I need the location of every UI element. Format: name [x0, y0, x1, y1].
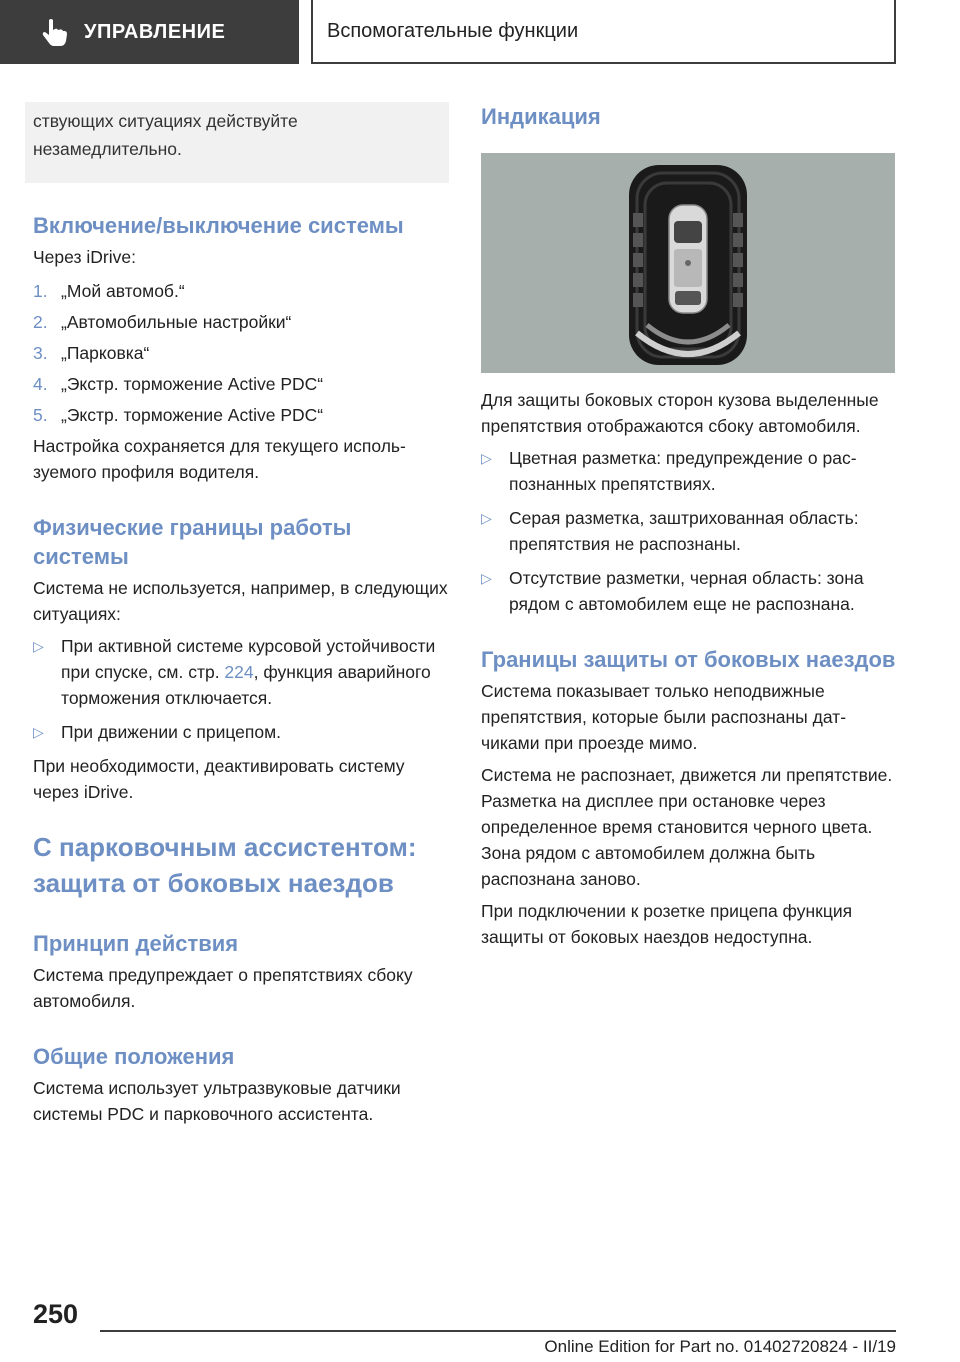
bullet-text: При активной системе курсовой устойчивости при спуске, см. стр. 224, функция аварийного торможения отключается. — [61, 636, 436, 708]
footer-edition: Online Edition for Part no. 01402720824 - II/19 — [544, 1337, 896, 1356]
triangle-bullet-icon: ▷ — [33, 638, 44, 654]
bounds-text-1: Система показывает только неподвижные препятствия, которые были распознаны датчиками при проезде мимо. — [481, 681, 847, 753]
chapter-title: Вспомогательные функции — [327, 19, 579, 42]
heading-side-protection: С парковочным ассистентом: защита от боковых наездов — [33, 832, 417, 898]
limits-intro: Система не используется, например, в следующих ситуациях: — [33, 578, 448, 624]
list-item — [33, 371, 448, 397]
bounds-text-3: При подключении к розетке прицепа функция защиты от боковых наездов недоступна. — [481, 901, 853, 947]
bullet-text: При движении с прицепом. — [61, 722, 282, 742]
bounds-text-2: Система не распознает, движется ли препятствие. Разметка на дисплее при остановке через определенное время становится черного цвета. Зона рядом с автомобилем должна быть распознана заново. — [481, 765, 893, 889]
via-idrive-text: Через iDrive: — [33, 247, 136, 267]
bullet-text: Отсутствие разметки, черная область: зона рядом с автомобилем еще не распознана. — [509, 568, 864, 614]
deactivate-text: При необходимости, деактивировать систему через iDrive. — [33, 756, 405, 802]
step-number: 2. — [33, 312, 48, 332]
step-text: „Мой автомоб.“ — [61, 281, 185, 301]
list-item — [33, 719, 448, 745]
steps-list — [33, 278, 448, 428]
list-item — [481, 565, 896, 617]
step-text: „Экстр. торможение Active PDC“ — [61, 405, 324, 425]
triangle-bullet-icon: ▷ — [33, 724, 44, 740]
hand-pointer-icon — [40, 17, 68, 47]
list-item — [481, 445, 896, 497]
triangle-bullet-icon: ▷ — [481, 510, 492, 526]
list-item — [33, 402, 448, 428]
list-item — [33, 309, 448, 335]
header-section-tab — [0, 0, 299, 64]
step-number: 4. — [33, 374, 48, 394]
triangle-bullet-icon: ▷ — [481, 450, 492, 466]
right-column — [481, 102, 896, 956]
page-link-224[interactable]: 224 — [224, 662, 254, 682]
step-text: „Парковка“ — [61, 343, 150, 363]
triangle-bullet-icon: ▷ — [481, 570, 492, 586]
footer-divider — [100, 1330, 896, 1332]
heading-principle: Принцип действия — [33, 931, 239, 956]
heading-general: Общие положения — [33, 1044, 235, 1069]
step-number: 5. — [33, 405, 48, 425]
page-number: 250 — [33, 1299, 79, 1329]
principle-text: Система предупреждает о препятствиях сбоку автомобиля. — [33, 965, 413, 1011]
heading-on-off: Включение/выключение системы — [33, 213, 404, 238]
bullet-text: Серая разметка, заштрихованная область: препятствия не распознаны. — [509, 508, 859, 554]
list-item — [33, 278, 448, 304]
heading-display: Индикация — [481, 104, 601, 129]
limits-list — [33, 633, 448, 745]
header-chapter-box — [311, 0, 896, 64]
bullet-text: Цветная разметка: предупреждение о распознанных препятствиях. — [509, 448, 857, 494]
heading-protection-limits: Границы защиты от боковых наездов — [481, 647, 896, 672]
section-title: УПРАВЛЕНИЕ — [84, 20, 226, 43]
car-top-view-illustration — [481, 153, 895, 373]
left-column — [33, 102, 448, 1133]
display-markings-list — [481, 445, 896, 617]
parking-display-figure — [481, 153, 895, 373]
list-item — [33, 633, 448, 711]
list-item — [481, 505, 896, 557]
warning-note-continuation: ствующих ситуациях действуйте незамедлительно. — [25, 102, 449, 183]
list-item — [33, 340, 448, 366]
general-text: Система использует ультразвуковые датчики системы PDC и парковочного ассистента. — [33, 1078, 401, 1124]
step-text: „Автомобильные настройки“ — [61, 312, 292, 332]
heading-physical-limits: Физические границы работы системы — [33, 515, 352, 569]
step-text: „Экстр. торможение Active PDC“ — [61, 374, 324, 394]
display-text: Для защиты боковых сторон кузова выделенные препятствия отображаются сбоку автомобиля. — [481, 390, 879, 436]
step-number: 3. — [33, 343, 48, 363]
saved-profile-note: Настройка сохраняется для текущего используемого профиля водителя. — [33, 436, 406, 482]
step-number: 1. — [33, 281, 48, 301]
